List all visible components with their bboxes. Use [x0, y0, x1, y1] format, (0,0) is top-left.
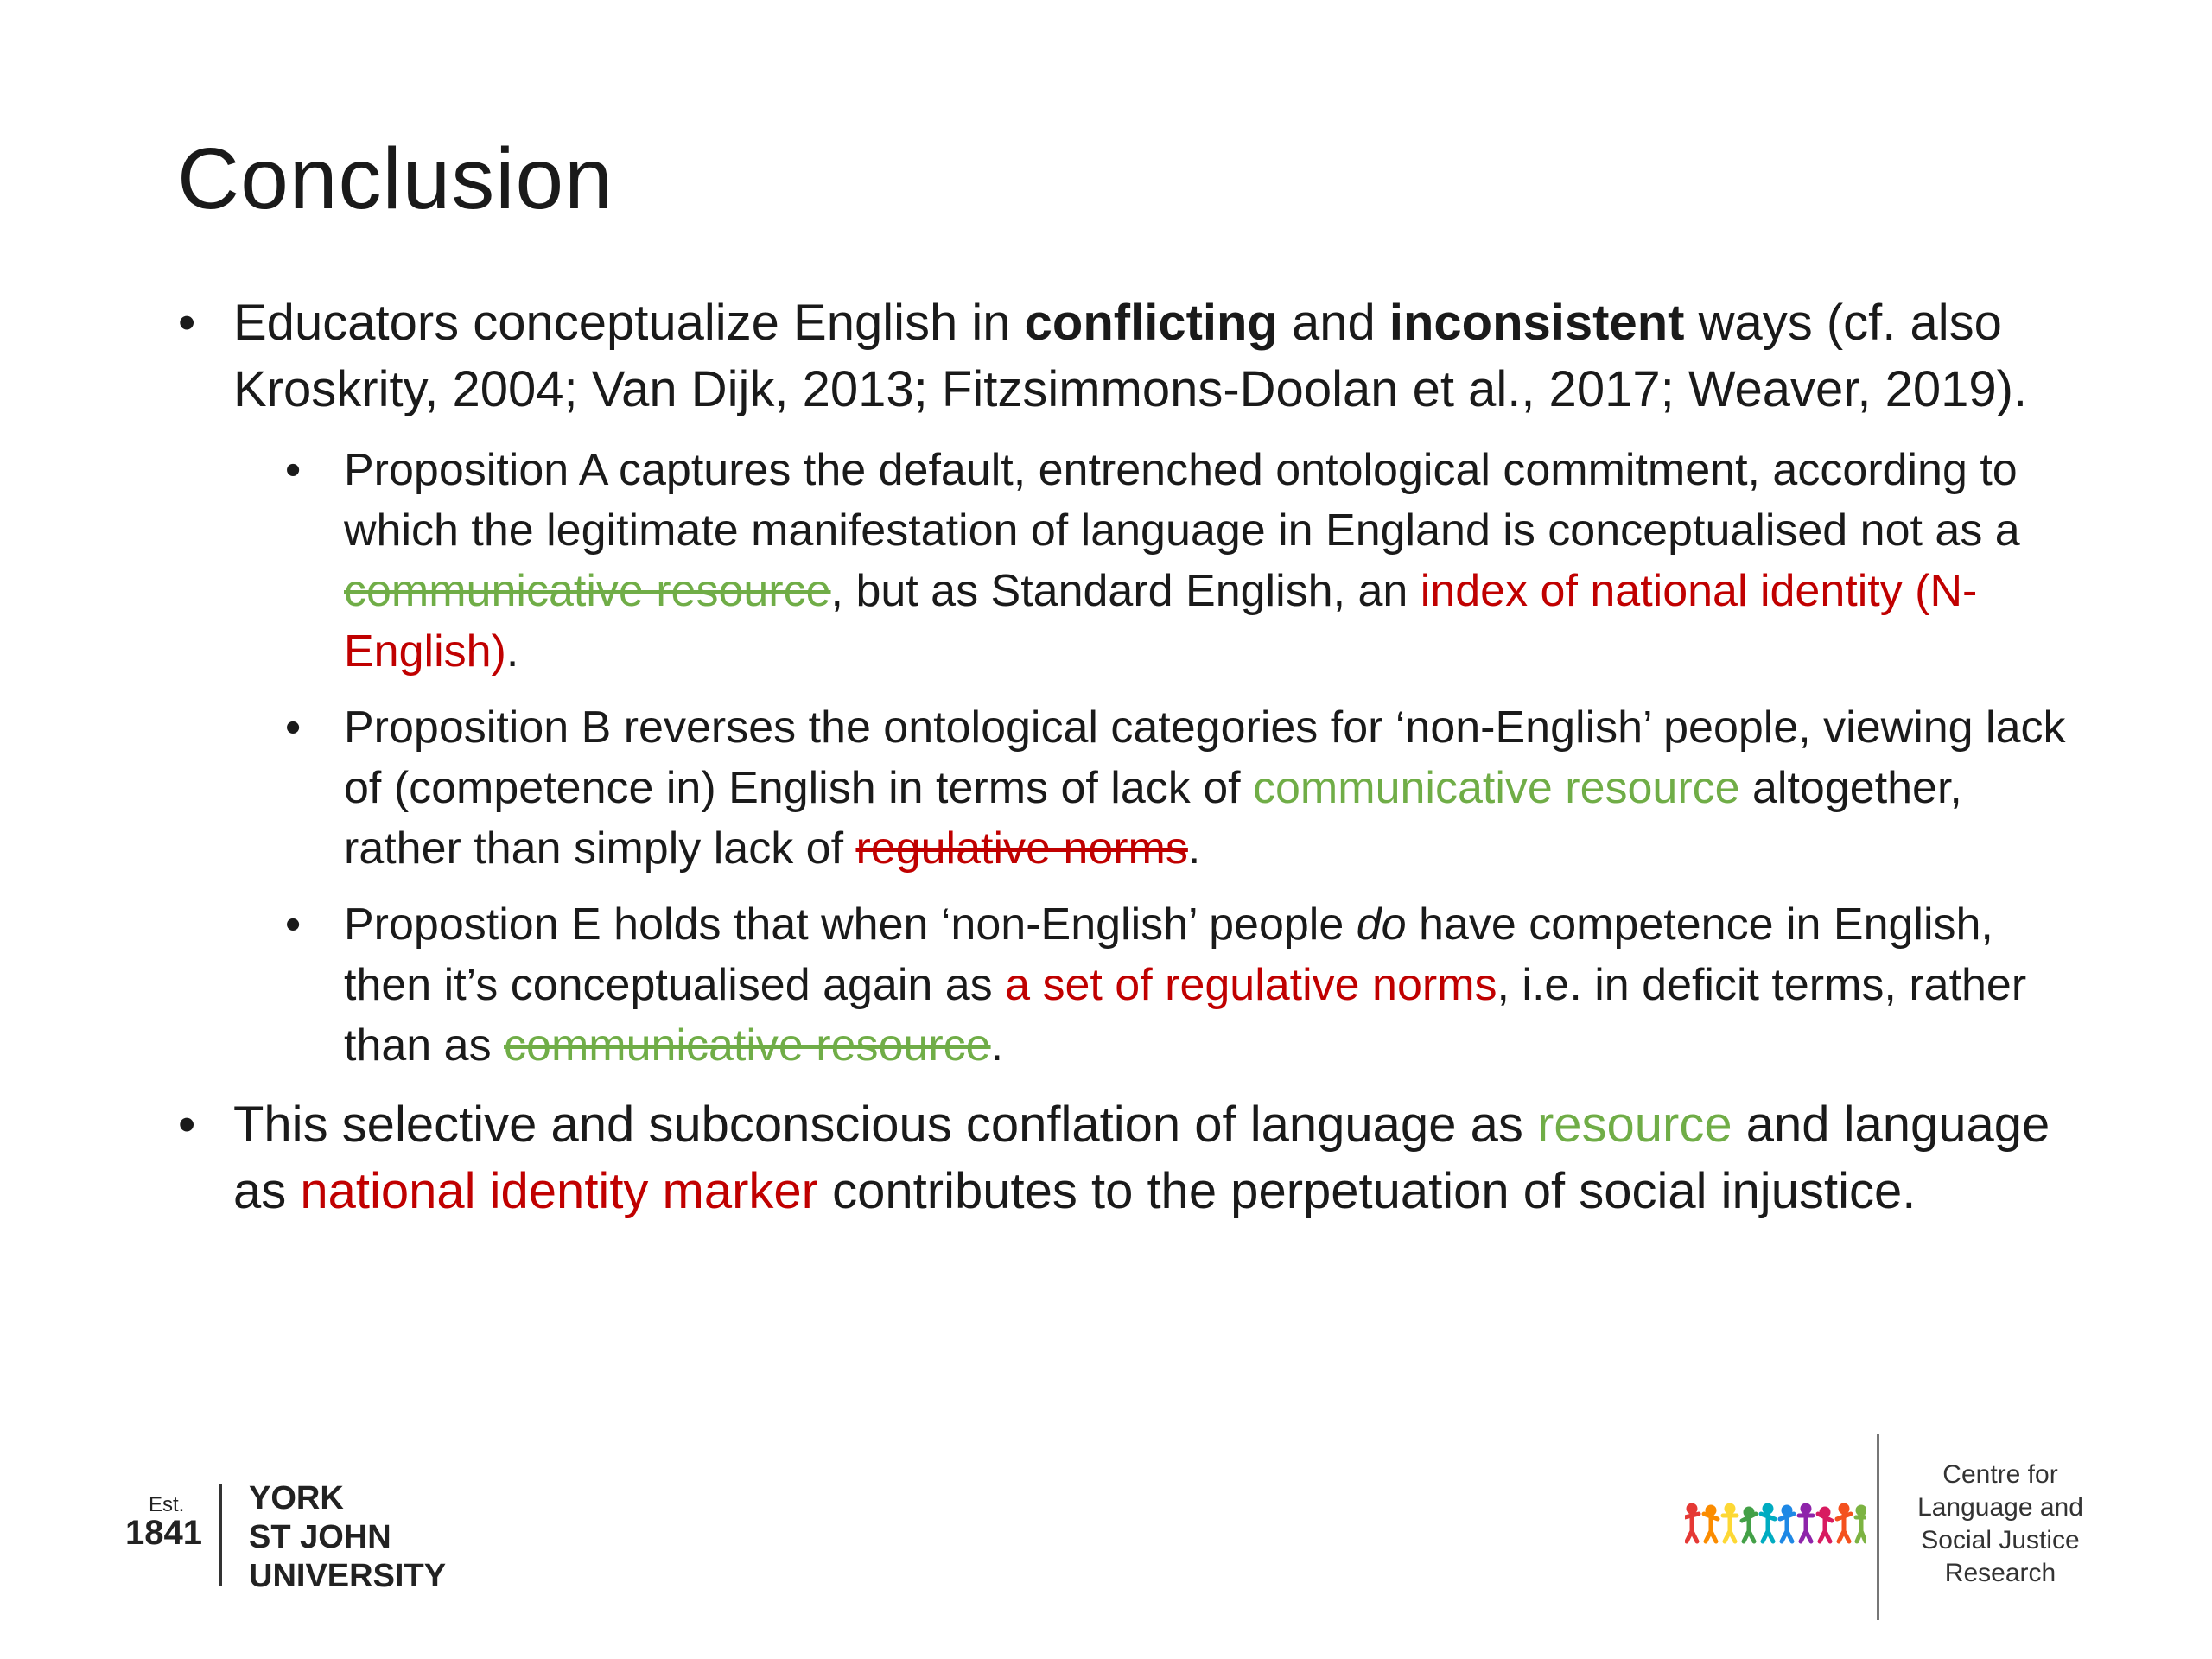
- text: , i.e. in deficit terms, rather than as: [344, 960, 2027, 1071]
- struck-term: communicative resource: [344, 566, 831, 616]
- bullet-dot: •: [285, 899, 302, 950]
- highlight-red: a set of regulative norms: [1005, 960, 1497, 1010]
- centre-line-2: Language and: [1917, 1493, 2083, 1522]
- highlight-green: resource: [1536, 1096, 1732, 1153]
- logo-university-name: [249, 1479, 446, 1596]
- centre-name: [1892, 1459, 2108, 1590]
- text: Propostion E holds that when ‘non-English’ people: [344, 899, 1357, 950]
- slide-body: [173, 289, 2074, 1242]
- struck-term: communicative resource: [504, 1020, 991, 1071]
- logo-year: 1841: [125, 1514, 202, 1552]
- text: altogether, rather than simply lack of: [344, 763, 1962, 874]
- text: Educators conceptualize English in: [233, 295, 1025, 351]
- text: .: [990, 1020, 1004, 1071]
- centre-line-4: Research: [1944, 1559, 2056, 1587]
- centre-divider: [1877, 1434, 1879, 1620]
- sub-bullet-proposition-a: [233, 440, 2074, 682]
- logo-line-york: YORK: [249, 1480, 344, 1516]
- text: .: [1187, 823, 1201, 874]
- text: This selective and subconscious conflation of language as: [233, 1096, 1537, 1153]
- logo-est: Est.: [149, 1493, 185, 1516]
- sub-bullet-proposition-b: [233, 697, 2074, 879]
- slide-title: Conclusion: [177, 130, 613, 227]
- highlight-red: index of national identity (N-English): [344, 566, 1978, 677]
- text: Proposition B reverses the ontological categories for ‘non-English’ people, viewing lack of (competence in) English in terms of lack of: [344, 702, 2066, 813]
- text: have competence in English, then it’s conceptualised again as: [344, 899, 1993, 1010]
- sub-bullet-list: [173, 440, 2074, 1076]
- people-icon: [1685, 1502, 1866, 1545]
- logo-line-university: UNIVERSITY: [249, 1558, 447, 1594]
- highlight-red: national identity marker: [300, 1163, 819, 1219]
- logo-line-st-john: ST JOHN: [249, 1519, 391, 1555]
- bullet-conflation: [173, 1091, 2074, 1224]
- emphasis-do: do: [1356, 899, 1407, 950]
- text: .: [505, 626, 519, 677]
- highlight-green: communicative resource: [1253, 763, 1740, 813]
- logo-divider: [219, 1484, 222, 1586]
- text: and language as: [233, 1096, 2050, 1219]
- centre-line-1: Centre for: [1942, 1460, 2058, 1489]
- bullet-dot: •: [178, 1096, 196, 1153]
- text: , but as Standard English, an: [830, 566, 1421, 616]
- bullet-dot: •: [285, 445, 302, 495]
- bullet-dot: •: [178, 295, 196, 351]
- text: contributes to the perpetuation of social injustice.: [818, 1163, 1916, 1219]
- text: ways (cf. also Kroskrity, 2004; Van Dijk, 2013; Fitzsimmons-Doolan et al., 2017; Weaver, 2019).: [233, 295, 2028, 417]
- text: and: [1277, 295, 1389, 351]
- bullet-educators: [173, 289, 2074, 423]
- struck-term: regulative norms: [855, 823, 1188, 874]
- emphasis-inconsistent: inconsistent: [1389, 295, 1685, 351]
- text: Proposition A captures the default, entrenched ontological commitment, according to which the legitimate manifestation of language in England is conceptualised not as a: [344, 445, 2020, 556]
- bullet-dot: •: [285, 702, 302, 753]
- emphasis-conflicting: conflicting: [1024, 295, 1278, 351]
- sub-bullet-proposition-e: [233, 894, 2074, 1076]
- centre-line-3: Social Justice: [1921, 1526, 2080, 1554]
